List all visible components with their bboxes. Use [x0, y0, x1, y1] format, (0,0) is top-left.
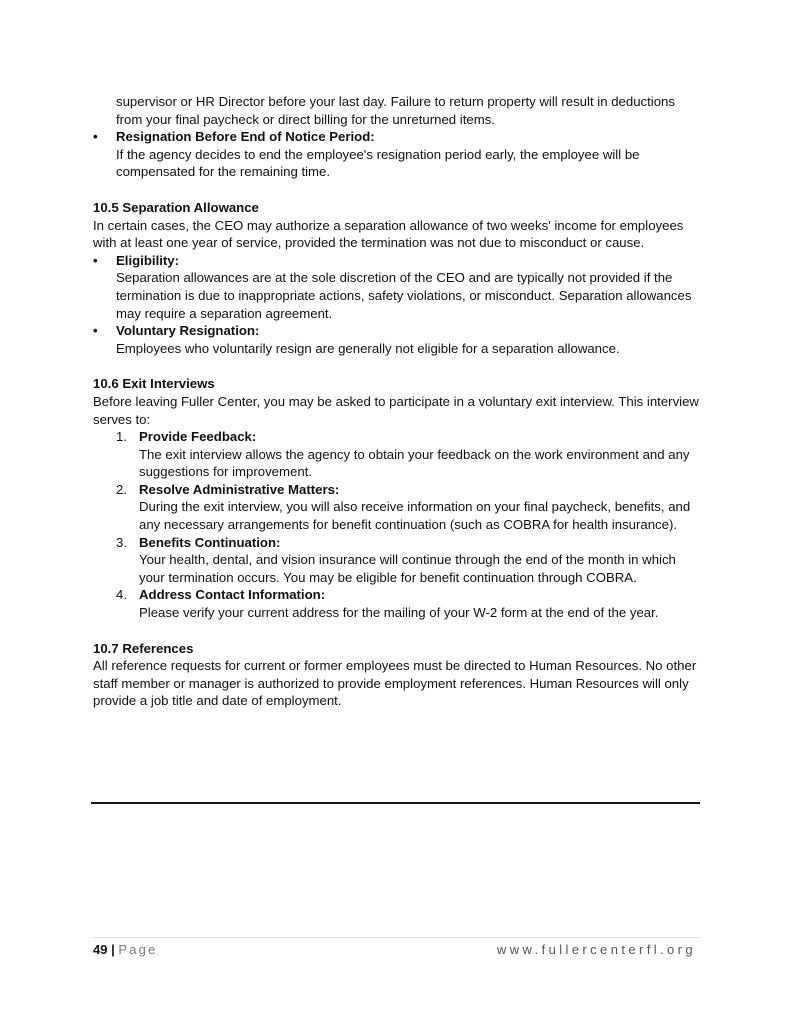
list-item-heading: Benefits Continuation:: [139, 534, 281, 550]
page-separator: |: [107, 942, 119, 957]
bullet-body: If the agency decides to end the employee's resignation period early, the employee will be compensated for the remaining time.: [116, 146, 640, 180]
bullet-eligibility: [93, 252, 701, 322]
bullet-heading: Resignation Before End of Notice Period:: [116, 129, 375, 145]
bullet-heading: Eligibility:: [116, 252, 180, 268]
section-exit-interviews: [93, 375, 701, 621]
horizontal-rule: [91, 802, 700, 804]
bullet-icon: •: [93, 323, 98, 339]
list-item-heading: Provide Feedback:: [139, 429, 257, 445]
document-body: [93, 93, 701, 710]
list-item-provide-feedback: [93, 428, 701, 481]
bullet-icon: •: [93, 252, 98, 268]
list-item-heading: Resolve Administrative Matters:: [139, 481, 340, 497]
list-item-resolve-admin: [93, 481, 701, 534]
section-separation-allowance: [93, 199, 701, 357]
website-url: www.fullercenterfl.org: [496, 942, 696, 957]
footer-divider: [93, 937, 700, 938]
list-item-benefits-continuation: [93, 534, 701, 587]
page-footer: [93, 941, 700, 959]
list-number: 1.: [116, 429, 127, 445]
bullet-body: Employees who voluntarily resign are generally not eligible for a separation allowance.: [116, 340, 620, 356]
section-body: All reference requests for current or former employees must be directed to Human Resources. No other staff member or manager is authorized to provide employment references. Human Resources will only provide a job title and date of employment.: [93, 658, 697, 709]
section-intro: Before leaving Fuller Center, you may be asked to participate in a voluntary exit interview. This interview serves to:: [93, 393, 699, 427]
list-item-body: The exit interview allows the agency to obtain your feedback on the work environment and any suggestions for improvement.: [139, 446, 690, 480]
list-number: 3.: [116, 534, 127, 550]
page-word: Page: [118, 942, 158, 957]
list-number: 4.: [116, 587, 127, 603]
bullet-heading: Voluntary Resignation:: [116, 323, 260, 339]
section-heading: 10.7 References: [93, 640, 194, 656]
section-heading: 10.6 Exit Interviews: [93, 376, 215, 392]
list-item-address-contact: [93, 586, 701, 621]
section-intro: In certain cases, the CEO may authorize a separation allowance of two weeks' income for employees with at least one year of service, provided the termination was not due to misconduct or cause.: [93, 217, 684, 251]
list-item-body: Please verify your current address for the mailing of your W-2 form at the end of the year.: [139, 605, 659, 621]
page-number: 49: [93, 942, 108, 957]
list-item-heading: Address Contact Information:: [139, 587, 326, 603]
continuation-paragraph: supervisor or HR Director before your last day. Failure to return property will result in deductions from your final paycheck or direct billing for the unreturned items.: [116, 94, 675, 127]
section-references: [93, 640, 701, 710]
bullet-voluntary-resignation: [93, 322, 701, 357]
bullet-resignation-before-end: [93, 128, 701, 181]
section-heading: 10.5 Separation Allowance: [93, 199, 259, 215]
bullet-body: Separation allowances are at the sole discretion of the CEO and are typically not provided if the termination is due to inappropriate actions, safety violations, or misconduct. Separation allowances may require a separation agreement.: [116, 270, 692, 321]
page-number-label: [93, 941, 158, 959]
list-item-body: Your health, dental, and vision insurance will continue through the end of the month in which your termination occurs. You may be eligible for benefit continuation through COBRA.: [139, 552, 676, 585]
bullet-icon: •: [93, 129, 98, 145]
list-item-body: During the exit interview, you will also receive information on your final paycheck, benefits, and any necessary arrangements for benefit continuation (such as COBRA for health insurance).: [139, 499, 691, 533]
list-number: 2.: [116, 481, 127, 497]
